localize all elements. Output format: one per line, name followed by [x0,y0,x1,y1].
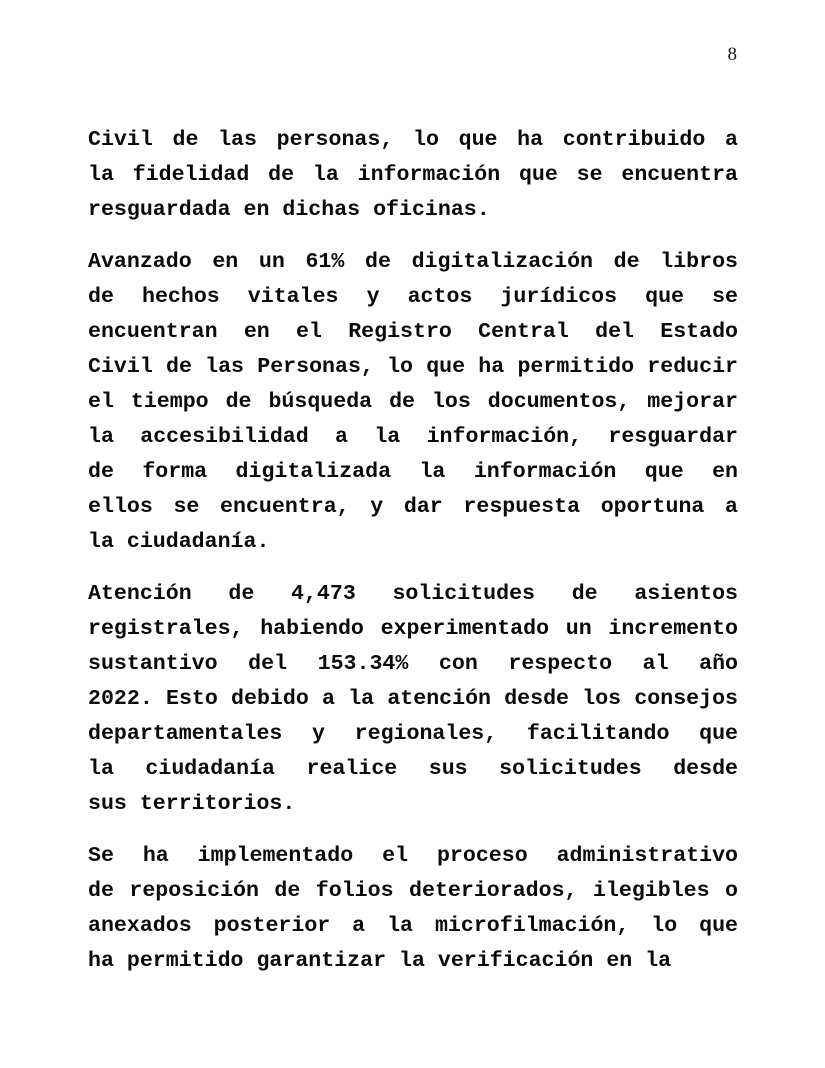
text-line: Civil de las Personas, lo que ha permitido reducir [88,355,738,379]
text-line: la ciudadanía. [88,530,270,554]
text-line: Civil de las personas, lo que ha contribuido a [88,128,738,152]
text-line: de reposición de folios deteriorados, ilegibles o [88,879,738,903]
text-line: de hechos vitales y actos jurídicos que se [88,285,738,309]
paragraph [88,839,738,979]
text-line: anexados posterior a la microfilmación, lo que [88,914,738,938]
text-line: la accesibilidad a la información, resguardar [88,425,738,449]
text-line: resguardada en dichas oficinas. [88,198,490,222]
text-line: la fidelidad de la información que se encuentra [88,163,738,187]
text-line: sustantivo del 153.34% con respecto al año [88,652,738,676]
text-line: el tiempo de búsqueda de los documentos, mejorar [88,390,738,414]
text-line: Avanzado en un 61% de digitalización de libros [88,250,738,274]
text-line: registrales, habiendo experimentado un incremento [88,617,738,641]
text-line: departamentales y regionales, facilitando que [88,722,738,746]
text-line: de forma digitalizada la información que en [88,460,738,484]
text-line: encuentran en el Registro Central del Estado [88,320,738,344]
paragraph [88,577,738,822]
paragraph [88,123,738,228]
text-line: ellos se encuentra, y dar respuesta oportuna a [88,495,738,519]
page-number: 8 [727,44,737,65]
document-body [88,123,738,996]
text-line: Se ha implementado el proceso administrativo [88,844,738,868]
text-line: Atención de 4,473 solicitudes de asientos [88,582,738,606]
text-line: ha permitido garantizar la verificación en la [88,949,672,973]
text-line: sus territorios. [88,792,296,816]
text-line: la ciudadanía realice sus solicitudes desde [88,757,738,781]
paragraph [88,245,738,560]
text-line: 2022. Esto debido a la atención desde los consejos [88,687,738,711]
